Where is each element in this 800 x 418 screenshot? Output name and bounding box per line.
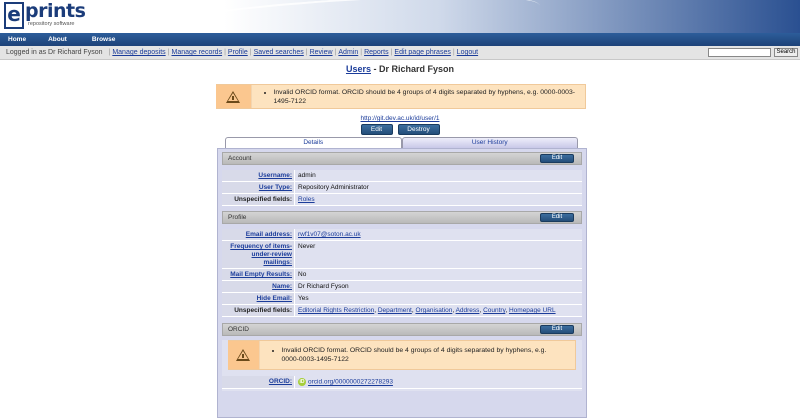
unspecified-label: Unspecified fields: (222, 194, 295, 205)
orcid-icon: iD (299, 379, 305, 385)
link-admin[interactable]: Admin (338, 49, 359, 56)
hide-email-label[interactable]: Hide Email: (256, 295, 292, 302)
user-uri (0, 115, 800, 122)
logo-tagline: repository software (28, 21, 75, 27)
unspecified-label: Unspecified fields: (222, 305, 295, 316)
hide-email-value: Yes (298, 295, 309, 302)
table-row (222, 229, 582, 241)
logged-in-as: Logged in as Dr Richard Fyson (6, 49, 103, 56)
table-row (222, 293, 582, 305)
page-title-rest: - Dr Richard Fyson (371, 64, 455, 74)
orcid-warning-message: • Invalid ORCID format. ORCID should be 4 groups of 4 digits separated by hyphens, e.g. 0000-0003-1495-7122 (282, 346, 557, 364)
table-row (222, 241, 582, 269)
table-row (222, 281, 582, 293)
account-edit-button[interactable]: Edit (540, 154, 574, 163)
field-link-country[interactable]: Country (483, 307, 506, 314)
warning-icon (216, 85, 252, 108)
table-row (222, 376, 582, 389)
search-input[interactable] (708, 48, 771, 57)
link-edit-page-phrases[interactable]: Edit page phrases (394, 49, 451, 56)
name-value: Dr Richard Fyson (298, 283, 349, 290)
profile-title: Profile (228, 214, 247, 221)
table-row (222, 182, 582, 194)
main-nav (0, 33, 800, 46)
destroy-button[interactable]: Destroy (398, 124, 440, 135)
frequency-value: Never (298, 243, 316, 250)
mail-empty-value: No (298, 271, 307, 278)
logo-word: prints (25, 0, 86, 22)
page-title (0, 64, 800, 76)
link-logout[interactable]: Logout (456, 49, 479, 56)
warning-message: • Invalid ORCID format. ORCID should be 4 groups of 4 digits separated by hyphens, e.g. 0000-0003-1495-7122 (274, 88, 586, 106)
link-manage-records[interactable]: Manage records (171, 49, 223, 56)
link-review[interactable]: Review (309, 49, 333, 56)
site-header (0, 0, 800, 33)
eprints-logo[interactable] (4, 2, 94, 30)
usertype-value: Repository Administrator (298, 184, 369, 191)
link-manage-deposits[interactable]: Manage deposits (112, 49, 166, 56)
profile-edit-button[interactable]: Edit (540, 213, 574, 222)
orcid-label[interactable]: ORCID: (268, 378, 292, 385)
frequency-label[interactable]: Frequency of items-under-review mailings: (230, 243, 292, 266)
field-link-department[interactable]: Department (377, 307, 412, 314)
profile-section (222, 211, 582, 317)
users-link[interactable]: Users (345, 64, 371, 74)
account-title: Account (228, 155, 252, 162)
orcid-title: ORCID (228, 326, 249, 333)
field-link-organisation[interactable]: Organisation (415, 307, 453, 314)
warning-icon (228, 341, 260, 369)
logo-letter: e (4, 2, 24, 29)
orcid-header (222, 323, 582, 336)
username-label[interactable]: Username: (258, 172, 292, 179)
table-row: Unspecified fields: Editorial Rights Restriction, Department, Organisation, Address, Country, Homepage URL (222, 305, 582, 317)
warning-box (216, 84, 586, 109)
orcid-warning-box (228, 340, 576, 370)
search-button[interactable]: Search (774, 48, 798, 57)
mail-empty-label[interactable]: Mail Empty Results: (230, 271, 292, 278)
profile-header (222, 211, 582, 224)
user-uri-link[interactable]: http://git.dev.ac.uk/id/user/1 (360, 115, 440, 122)
tab-bar (225, 137, 578, 148)
roles-link[interactable]: Roles (298, 196, 315, 203)
link-saved-searches[interactable]: Saved searches (253, 49, 304, 56)
table-row (222, 170, 582, 182)
orcid-edit-button[interactable]: Edit (540, 325, 574, 334)
email-link[interactable]: rwf1v07@soton.ac.uk (298, 231, 361, 238)
field-link-homepage[interactable]: Homepage URL (508, 307, 556, 314)
tab-details[interactable]: Details (225, 137, 402, 148)
orcid-link[interactable]: orcid.org/0000000272278293 (308, 378, 393, 386)
field-link-editorial[interactable]: Editorial Rights Restriction (298, 307, 375, 314)
table-row (222, 269, 582, 281)
field-link-address[interactable]: Address (455, 307, 480, 314)
edit-button[interactable]: Edit (361, 124, 393, 135)
details-panel (217, 148, 587, 418)
username-value: admin (298, 172, 316, 179)
record-actions (0, 124, 800, 135)
link-reports[interactable]: Reports (364, 49, 389, 56)
user-bar: Logged in as Dr Richard Fyson | Manage deposits | Manage records | Profile | Saved searches | Review | Admin | Reports | Edit page phrases | Logout Search (0, 46, 800, 60)
orcid-section (222, 323, 582, 391)
account-section (222, 152, 582, 206)
nav-about[interactable]: About (48, 36, 67, 43)
email-label[interactable]: Email address: (245, 231, 292, 238)
table-row (222, 194, 582, 206)
link-profile[interactable]: Profile (227, 49, 248, 56)
nav-home[interactable]: Home (8, 36, 27, 43)
header-swoosh (119, 0, 541, 33)
usertype-label[interactable]: User Type: (258, 184, 292, 191)
name-label[interactable]: Name: (272, 283, 292, 290)
nav-browse[interactable]: Browse (91, 36, 116, 43)
account-header (222, 152, 582, 165)
tab-user-history[interactable]: User History (402, 137, 579, 148)
